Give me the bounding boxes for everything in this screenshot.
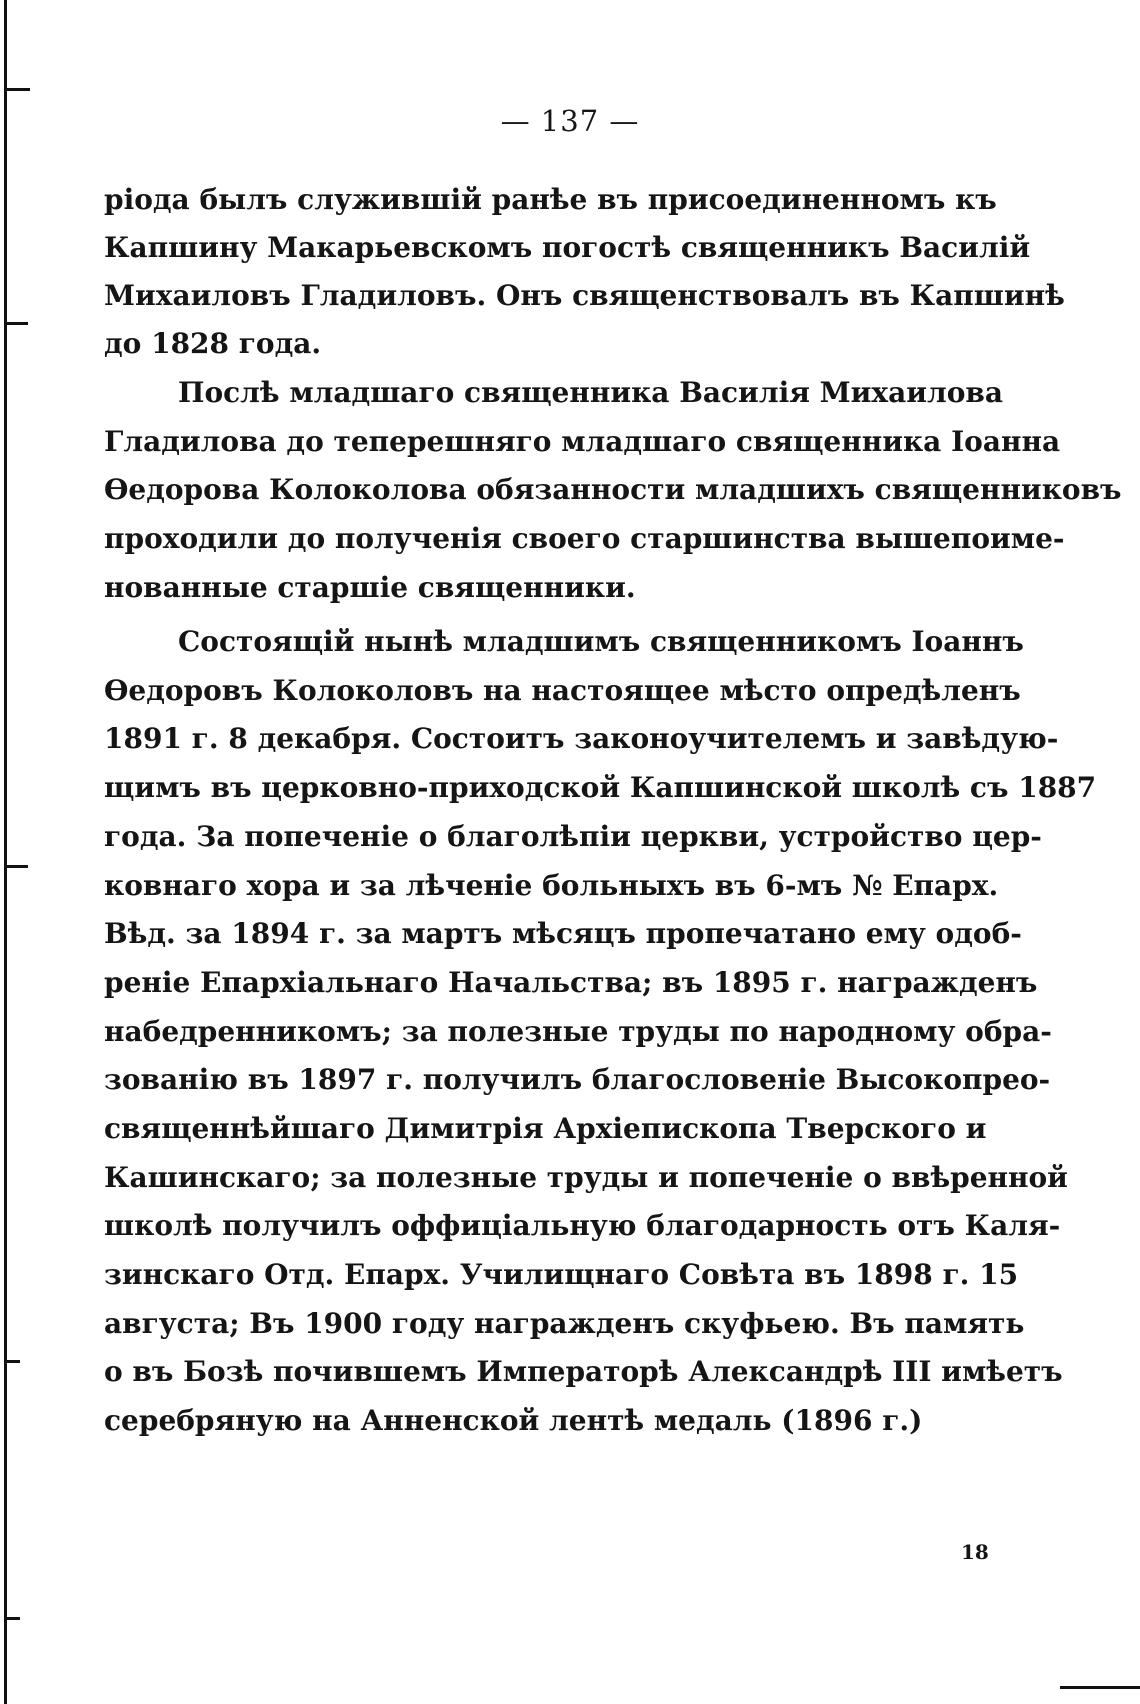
text-line: ковнаго хора и за лѣченіе больныхъ въ 6-мъ № Епарх. <box>104 869 999 902</box>
text-line: священнѣйшаго Димитрія Архіепископа Тверского и <box>104 1112 987 1145</box>
text-line: Состоящій нынѣ младшимъ священникомъ Іоаннъ <box>178 625 1024 658</box>
scan-tick <box>6 865 28 868</box>
text-line: Михаиловъ Гладиловъ. Онъ священствовалъ въ Капшинѣ <box>104 279 1065 312</box>
scan-tick <box>6 1617 20 1620</box>
text-line: ріода былъ служившій ранѣе въ присоединенномъ къ <box>104 183 997 216</box>
text-line: Послѣ младшаго священника Василія Михаилова <box>178 376 1004 409</box>
left-scan-edge <box>4 0 7 1704</box>
text-line: зинскаго Отд. Епарх. Училищнаго Совѣта въ 1898 г. 15 <box>104 1258 1019 1291</box>
text-line: о въ Бозѣ почившемъ Императорѣ Александрѣ III имѣетъ <box>104 1355 1063 1388</box>
text-line: Вѣд. за 1894 г. за мартъ мѣсяцъ пропечатано ему одоб- <box>104 917 1022 950</box>
text-line: 1891 г. 8 декабря. Состоитъ законоучителемъ и завѣдую- <box>104 722 1059 755</box>
text-line: проходили до полученія своего старшинства вышепоиме- <box>104 522 1065 555</box>
text-line: реніе Епархіальнаго Начальства; въ 1895 г. награжденъ <box>104 966 1038 999</box>
text-line: августа; Въ 1900 году награжденъ скуфьею. Въ память <box>104 1307 1025 1340</box>
text-line: школѣ получилъ оффиціальную благодарность отъ Каля- <box>104 1209 1061 1242</box>
text-line: щимъ въ церковно-приходской Капшинской школѣ съ 1887 <box>104 771 1097 804</box>
text-line: Ѳедорова Колоколова обязанности младшихъ священниковъ <box>104 473 1122 506</box>
text-line: Ѳедоровъ Колоколовъ на настоящее мѣсто опредѣленъ <box>104 674 1021 707</box>
text-line: Капшину Макарьевскомъ погостѣ священникъ Василій <box>104 231 1031 264</box>
text-line: серебряную на Анненской лентѣ медаль (1896 г.) <box>104 1404 923 1437</box>
page-number: — 137 — <box>500 104 640 138</box>
scan-tick <box>6 322 28 325</box>
signature-mark: 18 <box>961 1540 989 1564</box>
text-line: Кашинскаго; за полезные труды и попеченіе о ввѣренной <box>104 1161 1068 1194</box>
bottom-right-scan-line <box>1060 1686 1140 1689</box>
text-line: нованные старшіе священники. <box>104 571 636 604</box>
scan-tick <box>6 1360 20 1363</box>
text-line: года. За попеченіе о благолѣпіи церкви, устройство цер- <box>104 820 1042 853</box>
text-line: зованію въ 1897 г. получилъ благословеніе Высокопрео- <box>104 1063 1051 1096</box>
text-line: Гладилова до теперешняго младшаго священника Іоанна <box>104 425 1061 458</box>
scan-tick <box>6 88 30 91</box>
text-line: набедренникомъ; за полезные труды по народному обра- <box>104 1015 1052 1048</box>
text-line: до 1828 года. <box>104 327 322 360</box>
